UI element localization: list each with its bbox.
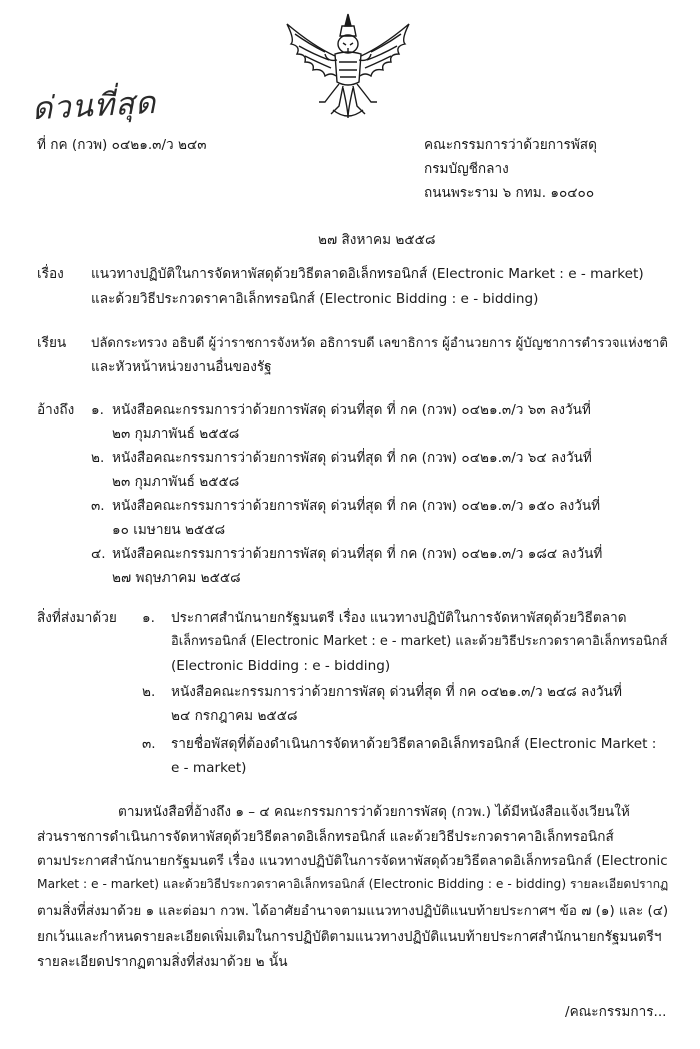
reference-number: ๓. (91, 498, 105, 514)
reference-item: หนังสือคณะกรรมการว่าด้วยการพัสดุ ด่วนที่สุด ที่ กค (กวพ) ๐๔๒๑.๓/ว ๑๕๐ ลงวันที่ (112, 498, 601, 514)
subject-line: และด้วยวิธีประกวดราคาอิเล็กทรอนิกส์ (Electronic Bidding : e - bidding) (91, 291, 539, 307)
reference-number: ๔. (91, 546, 106, 562)
document-number: ที่ กค (กวพ) ๐๔๒๑.๓/ว ๒๔๓ (37, 137, 207, 153)
enclosure-number: ๑. (142, 610, 155, 626)
continuation-marker: /คณะกรรมการ... (565, 1004, 667, 1020)
enclosure-line: e - market) (171, 760, 247, 776)
sender-organization: คณะกรรมการว่าด้วยการพัสดุ (424, 137, 597, 153)
reference-date: ๒๓ กุมภาพันธ์ ๒๕๕๘ (112, 474, 240, 490)
body-line: Market : e - market) และด้วยวิธีประกวดราคาอิเล็กทรอนิกส์ (Electronic Bidding : e - bidding) รายละเอียดปรากฏ (37, 877, 669, 891)
reference-number: ๒. (91, 450, 105, 466)
enclosure-line: (Electronic Bidding : e - bidding) (171, 658, 391, 674)
reference-date: ๒๗ พฤษภาคม ๒๕๕๘ (112, 570, 241, 586)
enclosure-line: ประกาศสำนักนายกรัฐมนตรี เรื่อง แนวทางปฏิบัติในการจัดหาพัสดุด้วยวิธีตลาด (171, 610, 627, 626)
recipient-line: และหัวหน้าหน่วยงานอื่นของรัฐ (91, 359, 272, 375)
body-line: ตามประกาศสำนักนายกรัฐมนตรี เรื่อง แนวทางปฏิบัติในการจัดหาพัสดุด้วยวิธีตลาดอิเล็กทรอนิกส์ (Electronic (37, 854, 668, 869)
sender-address: ถนนพระราม ๖ กทม. ๑๐๔๐๐ (424, 185, 595, 201)
enclosure-number: ๓. (142, 736, 156, 752)
enclosure-line: รายชื่อพัสดุที่ต้องดำเนินการจัดหาด้วยวิธีตลาดอิเล็กทรอนิกส์ (Electronic Market : (171, 736, 657, 752)
subject-label: เรื่อง (37, 266, 64, 282)
recipient-label: เรียน (37, 335, 67, 351)
reference-item: หนังสือคณะกรรมการว่าด้วยการพัสดุ ด่วนที่สุด ที่ กค (กวพ) ๐๔๒๑.๓/ว ๖๓ ลงวันที่ (112, 402, 591, 418)
garuda-emblem-icon (273, 10, 423, 122)
reference-date: ๑๐ เมษายน ๒๕๕๘ (112, 522, 226, 538)
subject-line: แนวทางปฏิบัติในการจัดหาพัสดุด้วยวิธีตลาดอิเล็กทรอนิกส์ (Electronic Market : e - market) (91, 266, 644, 282)
enclosure-line: หนังสือคณะกรรมการว่าด้วยการพัสดุ ด่วนที่สุด ที่ กค ๐๔๒๑.๓/ว ๒๔๘ ลงวันที่ (171, 684, 622, 700)
urgency-stamp: ด่วนที่สุด (31, 84, 158, 128)
enclosure-line: อิเล็กทรอนิกส์ (Electronic Market : e - market) และด้วยวิธีประกวดราคาอิเล็กทรอนิกส์ (171, 634, 668, 649)
reference-date: ๒๓ กุมภาพันธ์ ๒๕๕๘ (112, 426, 240, 442)
document-date: ๒๗ สิงหาคม ๒๕๕๘ (318, 232, 436, 248)
enclosure-number: ๒. (142, 684, 156, 700)
body-line: ตามสิ่งที่ส่งมาด้วย ๑ และต่อมา กวพ. ได้อาศัยอำนาจตามแนวทางปฏิบัติแนบท้ายประกาศฯ ข้อ ๗ (๑) และ (๔) (37, 903, 669, 919)
body-line: ส่วนราชการดำเนินการจัดหาพัสดุด้วยวิธีตลาดอิเล็กทรอนิกส์ และด้วยวิธีประกวดราคาอิเล็กทรอนิกส์ (37, 829, 614, 845)
enclosures-label: สิ่งที่ส่งมาด้วย (37, 610, 117, 626)
body-line: ยกเว้นและกำหนดรายละเอียดเพิ่มเติมในการปฏิบัติตามแนวทางปฏิบัติแนบท้ายประกาศสำนักนายกรัฐมนตรีฯ (37, 929, 662, 945)
enclosure-line: ๒๔ กรกฎาคม ๒๕๕๘ (171, 708, 298, 724)
recipient-line: ปลัดกระทรวง อธิบดี ผู้ว่าราชการจังหวัด อธิการบดี เลขาธิการ ผู้อำนวยการ ผู้บัญชาการตำรวจแห่งชาติ (91, 336, 668, 351)
sender-department: กรมบัญชีกลาง (424, 161, 509, 177)
body-line: รายละเอียดปรากฏตามสิ่งที่ส่งมาด้วย ๒ นั้น (37, 954, 288, 970)
body-line: ตามหนังสือที่อ้างถึง ๑ – ๔ คณะกรรมการว่าด้วยการพัสดุ (กวพ.) ได้มีหนังสือแจ้งเวียนให้ (118, 804, 630, 820)
reference-item: หนังสือคณะกรรมการว่าด้วยการพัสดุ ด่วนที่สุด ที่ กค (กวพ) ๐๔๒๑.๓/ว ๑๘๔ ลงวันที่ (112, 546, 603, 562)
reference-item: หนังสือคณะกรรมการว่าด้วยการพัสดุ ด่วนที่สุด ที่ กค (กวพ) ๐๔๒๑.๓/ว ๖๔ ลงวันที่ (112, 450, 592, 466)
reference-number: ๑. (91, 402, 104, 418)
references-label: อ้างถึง (37, 402, 75, 418)
